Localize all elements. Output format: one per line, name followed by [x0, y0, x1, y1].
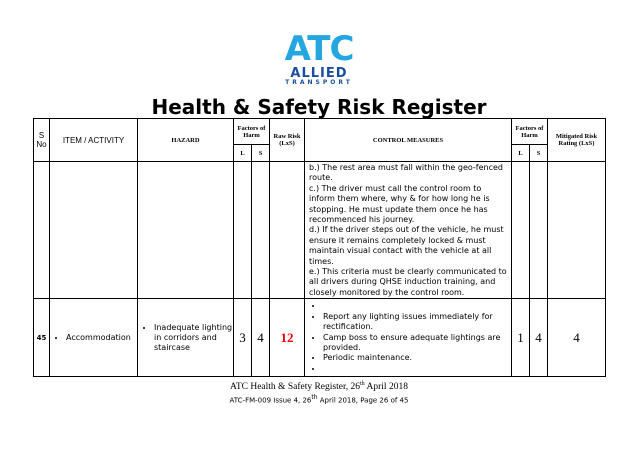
control-bullet-maintenance: • Periodic maintenance.	[323, 353, 509, 363]
table-row	[34, 299, 606, 377]
row-item-text: • Accommodation	[66, 333, 137, 343]
control-item-e: e.) This criteria must be clearly communicated to all drivers during QHSE induction training, and closely monitored by the control room.	[309, 267, 507, 297]
header-mitigated-risk: Mitigated Risk Rating (LxS)	[548, 119, 606, 162]
control-item-d: d.) If the driver steps out of the vehicle, he must ensure it remains completely locked & must maintain visual contact with the vehicle at all times.	[309, 225, 504, 266]
header-l-2: L	[512, 145, 530, 162]
continued-control-measures	[305, 162, 512, 299]
control-bullet-report: • Report any lighting issues immediately for rectification.	[323, 312, 509, 333]
row-control-measures	[305, 299, 512, 377]
control-bullet-empty-1	[323, 301, 509, 311]
header-hazard: HAZARD	[138, 119, 234, 162]
page-title: Health & Safety Risk Register	[151, 95, 487, 119]
row-severity: 4	[252, 299, 270, 377]
control-bullet-empty-2	[323, 364, 509, 374]
logo-line-allied: ALLIED	[290, 66, 348, 81]
row-mitigated-risk: 4	[548, 299, 606, 377]
continued-row	[34, 162, 606, 299]
header-item-activity: ITEM / ACTIVITY	[50, 119, 138, 162]
row-severity-mitigated: 4	[530, 299, 548, 377]
header-l: L	[234, 145, 252, 162]
header-s: S	[252, 145, 270, 162]
row-hazard-text: • Inadequate lighting in corridors and staircase	[154, 323, 233, 353]
logo-line-transport: TRANSPORT	[285, 79, 353, 86]
header-row	[34, 119, 606, 145]
header-control-measures: CONTROL MEASURES	[305, 119, 512, 162]
header-s-2: S	[530, 145, 548, 162]
header-sno: S No	[34, 119, 50, 162]
control-item-c: c.) The driver must call the control room to inform them where, why & for how long he is stopping. He must update them once he has recommenced his journey.	[309, 183, 490, 225]
row-hazard	[138, 299, 234, 377]
control-bullet-camp-boss: • Camp boss to ensure adequate lightings are provided.	[323, 333, 509, 354]
logo-brand: ATC	[284, 29, 354, 69]
footer-register-line: ATC Health & Safety Register, 26th April 2018	[230, 381, 408, 393]
control-item-b: b.) The rest area must fall within the geo-fenced route.	[309, 163, 504, 183]
company-logo	[278, 29, 360, 86]
row-sno: 45	[34, 299, 50, 377]
header-factors-of-harm: Factors of Harm	[234, 119, 270, 145]
header-raw-risk: Raw Risk (LxS)	[270, 119, 305, 162]
row-raw-risk: 12	[270, 299, 305, 377]
footer-issue-line: ATC-FM-009 Issue 4, 26th April 2018, Page 26 of 45	[229, 394, 409, 405]
risk-register-table	[33, 118, 606, 377]
header-factors-of-harm-2: Factors of Harm	[512, 119, 548, 145]
row-item	[50, 299, 138, 377]
row-likelihood-mitigated: 1	[512, 299, 530, 377]
row-likelihood: 3	[234, 299, 252, 377]
